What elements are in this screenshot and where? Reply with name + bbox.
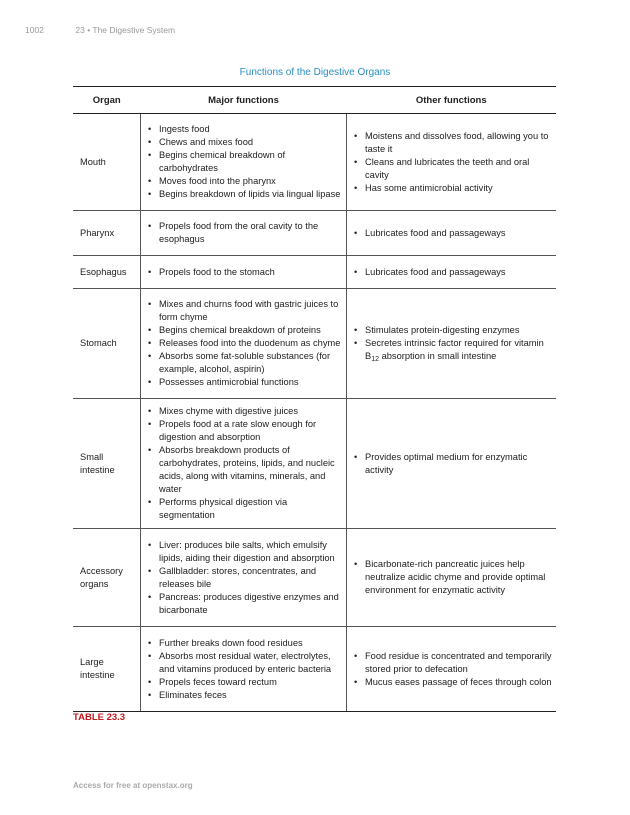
table-row [73, 529, 556, 627]
list-item: • Absorbs some fat-soluble substances (for example, alcohol, aspirin) [145, 350, 342, 376]
major-functions-cell [141, 256, 347, 289]
list-item: • Food residue is concentrated and temporarily stored prior to defecation [351, 650, 552, 676]
table-row [73, 211, 556, 256]
table-title: Functions of the Digestive Organs [239, 67, 391, 78]
major-functions-cell [141, 399, 347, 529]
list-item: • Possesses antimicrobial functions [145, 376, 342, 389]
list-item: • Performs physical digestion via segmentation [145, 496, 342, 522]
table-row [73, 114, 556, 211]
other-functions-list [351, 650, 552, 689]
organ-cell: Large intestine [73, 627, 141, 712]
major-functions-list [145, 539, 342, 617]
major-functions-cell [141, 211, 347, 256]
list-item: • Provides optimal medium for enzymatic activity [351, 451, 552, 477]
list-item: • Propels feces toward rectum [145, 676, 342, 689]
other-functions-list [351, 227, 552, 240]
list-item: • Mucus eases passage of feces through colon [351, 676, 552, 689]
list-item: • Absorbs breakdown products of carbohydrates, proteins, lipids, and nucleic acids, along with vitamins, minerals, and water [145, 444, 342, 496]
page-number: 1002 [25, 25, 44, 35]
list-item: • Has some antimicrobial activity [351, 182, 552, 195]
other-functions-cell [347, 399, 557, 529]
table-body [73, 114, 556, 712]
major-functions-list [145, 220, 342, 246]
organ-cell: Accessory organs [73, 529, 141, 627]
other-functions-cell [347, 211, 557, 256]
list-item: • Liver: produces bile salts, which emulsify lipids, aiding their digestion and absorption [145, 539, 342, 565]
other-functions-cell [347, 529, 557, 627]
list-item: • Begins breakdown of lipids via lingual lipase [145, 188, 342, 201]
list-item: • Ingests food [145, 123, 342, 136]
list-item: • Further breaks down food residues [145, 637, 342, 650]
other-functions-cell [347, 114, 557, 211]
list-item: • Secretes intrinsic factor required for vitamin $B_{12}$ absorption in small intestine [351, 337, 552, 363]
organ-cell: Mouth [73, 114, 141, 211]
list-item: • Propels food to the stomach [145, 266, 342, 279]
other-functions-list [351, 324, 552, 363]
list-item: • Chews and mixes food [145, 136, 342, 149]
column-header-organ: Organ [73, 87, 141, 114]
organ-cell: Small intestine [73, 399, 141, 529]
table-row [73, 256, 556, 289]
organ-cell: Stomach [73, 289, 141, 399]
major-functions-list [145, 266, 342, 279]
major-functions-list [145, 637, 342, 702]
major-functions-cell [141, 289, 347, 399]
other-functions-list [351, 558, 552, 597]
list-item: • Mixes chyme with digestive juices [145, 405, 342, 418]
other-functions-list [351, 130, 552, 195]
column-header-major-functions: Major functions [141, 87, 347, 114]
organ-cell: Esophagus [73, 256, 141, 289]
major-functions-cell [141, 529, 347, 627]
list-item: • Begins chemical breakdown of proteins [145, 324, 342, 337]
other-functions-cell [347, 627, 557, 712]
list-item: • Lubricates food and passageways [351, 227, 552, 240]
table-row [73, 399, 556, 529]
list-item: • Mixes and churns food with gastric juices to form chyme [145, 298, 342, 324]
column-header-other-functions: Other functions [347, 87, 557, 114]
list-item: • Bicarbonate-rich pancreatic juices help neutralize acidic chyme and provide optimal environment for enzymatic activity [351, 558, 552, 597]
table-row [73, 627, 556, 712]
major-functions-cell [141, 627, 347, 712]
table-header-row [73, 87, 556, 114]
table-row [73, 289, 556, 399]
digestive-organs-table [73, 86, 556, 712]
other-functions-list [351, 451, 552, 477]
list-item: • Stimulates protein-digesting enzymes [351, 324, 552, 337]
other-functions-list [351, 266, 552, 279]
running-header [25, 25, 175, 35]
organ-cell: Pharynx [73, 211, 141, 256]
list-item: • Eliminates feces [145, 689, 342, 702]
list-item: • Propels food from the oral cavity to the esophagus [145, 220, 342, 246]
list-item: • Moves food into the pharynx [145, 175, 342, 188]
list-item: • Pancreas: produces digestive enzymes and bicarbonate [145, 591, 342, 617]
list-item: • Lubricates food and passageways [351, 266, 552, 279]
list-item: • Propels food at a rate slow enough for digestion and absorption [145, 418, 342, 444]
major-functions-list [145, 298, 342, 389]
list-item: • Cleans and lubricates the teeth and oral cavity [351, 156, 552, 182]
list-item: • Begins chemical breakdown of carbohydrates [145, 149, 342, 175]
list-item: • Moistens and dissolves food, allowing you to taste it [351, 130, 552, 156]
major-functions-list [145, 405, 342, 522]
chapter-title: 23 • The Digestive System [75, 25, 176, 35]
other-functions-cell [347, 256, 557, 289]
list-item: • Releases food into the duodenum as chyme [145, 337, 342, 350]
major-functions-list [145, 123, 342, 201]
list-item: • Absorbs most residual water, electrolytes, and vitamins produced by enteric bacteria [145, 650, 342, 676]
footer-link[interactable]: Access for free at openstax.org [73, 781, 193, 790]
other-functions-cell [347, 289, 557, 399]
major-functions-cell [141, 114, 347, 211]
list-item: • Gallbladder: stores, concentrates, and releases bile [145, 565, 342, 591]
table-caption: TABLE 23.3 [73, 712, 126, 723]
